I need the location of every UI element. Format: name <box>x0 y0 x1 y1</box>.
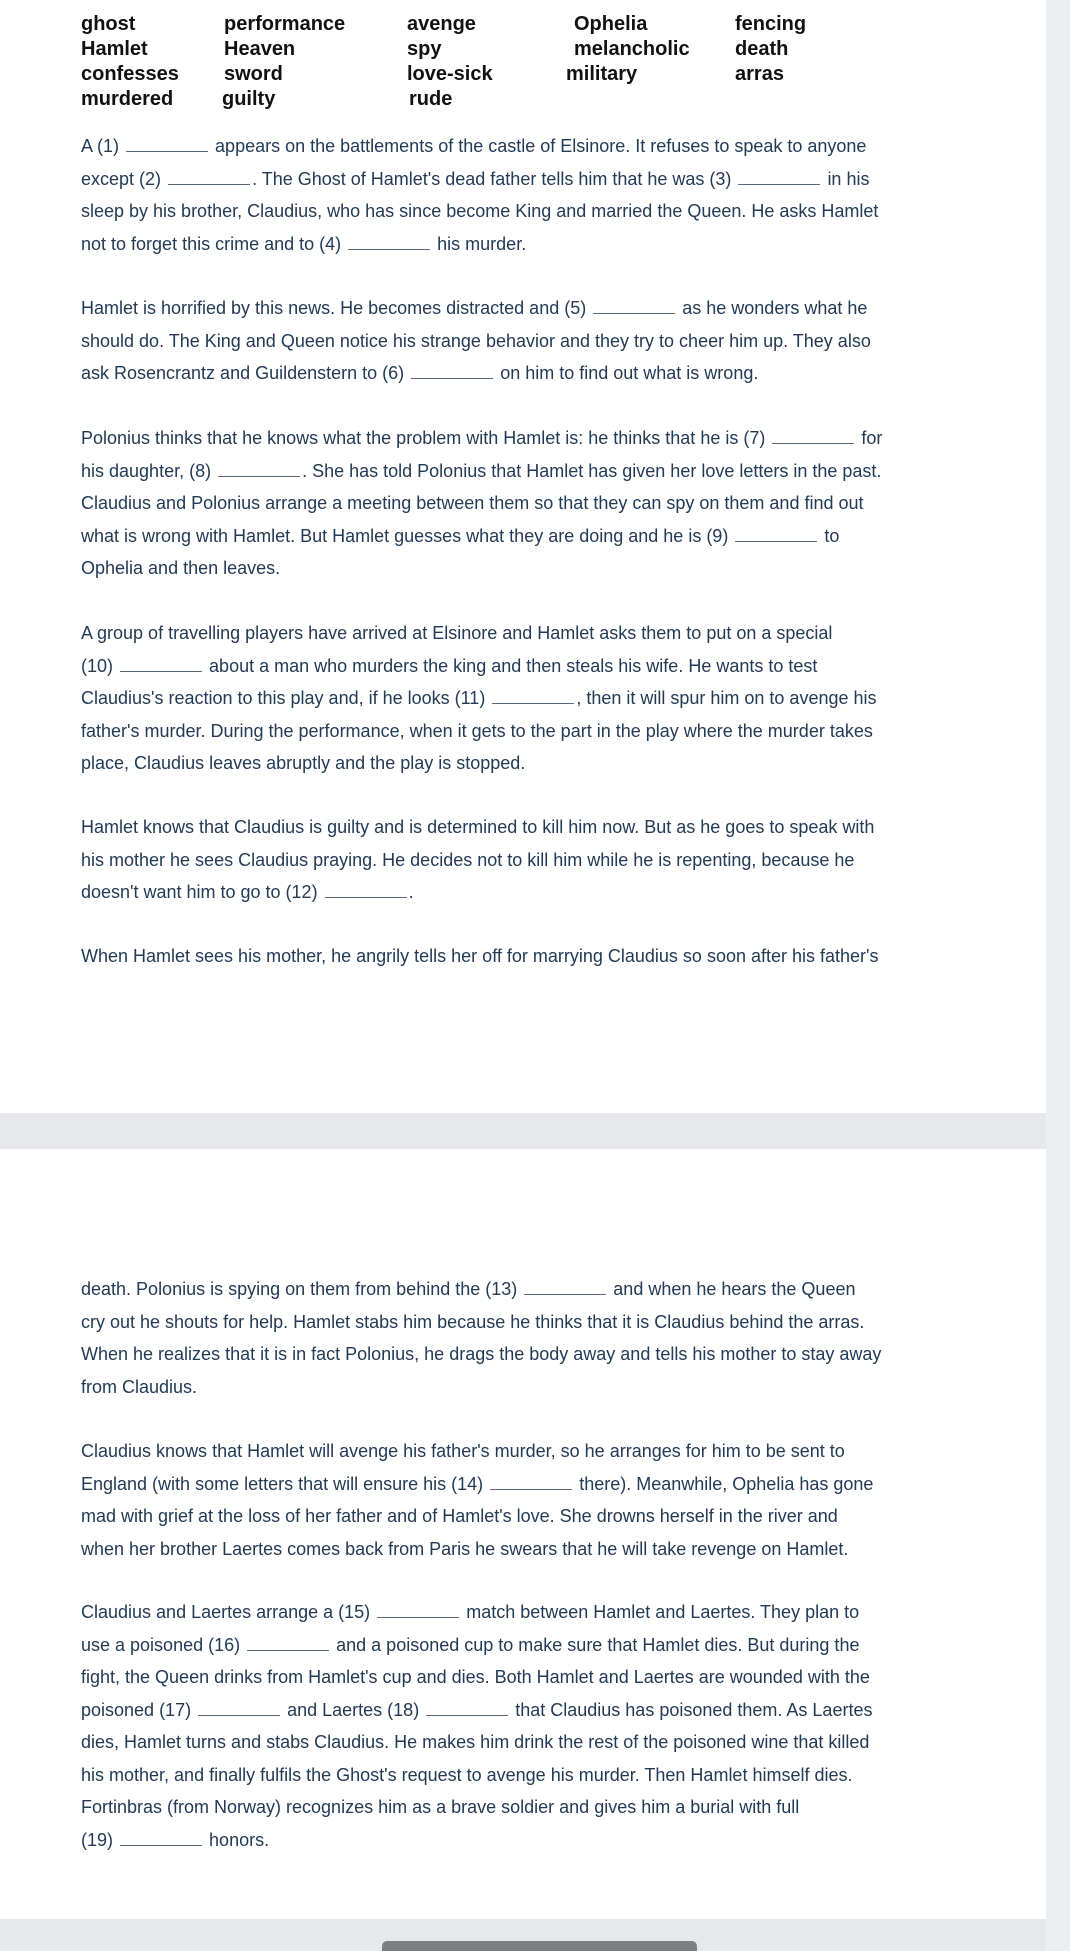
text: not to forget this crime and to (4) <box>81 233 342 254</box>
word-bank-word: performance <box>224 13 346 35</box>
text: place, Claudius leaves abruptly and the play is stopped. <box>81 753 526 773</box>
text: what is wrong with Hamlet. But Hamlet guesses what they are doing and he is (9) <box>81 525 729 546</box>
answer-blank-11[interactable] <box>492 685 574 704</box>
word-bank-word: guilty <box>222 88 276 110</box>
word-bank-word: love-sick <box>407 63 493 85</box>
text: Claudius's reaction to this play and, if he looks (11) <box>81 688 486 708</box>
text: there). Meanwhile, Ophelia has gone <box>579 1473 874 1494</box>
text: his murder. <box>437 233 527 254</box>
answer-blank-9[interactable] <box>735 523 817 542</box>
word-bank-word: Heaven <box>224 38 296 60</box>
text: A (1) <box>81 136 120 156</box>
passage-paragraph-7 <box>81 1273 921 1403</box>
answer-blank-12[interactable] <box>325 879 407 898</box>
text: his daughter, (8) <box>81 460 212 481</box>
text: and a poisoned cup to make sure that Hamlet dies. But during the <box>336 1634 860 1655</box>
text: should do. The King and Queen notice his strange behavior and they try to cheer him up. They also <box>81 330 871 351</box>
word-bank-word: melancholic <box>574 38 690 60</box>
text: When Hamlet sees his mother, he angrily tells her off for marrying Claudius so soon after his father's <box>81 946 879 966</box>
text: dies, Hamlet turns and stabs Claudius. He makes him drink the rest of the poisoned wine that killed <box>81 1732 870 1752</box>
word-bank-word: avenge <box>407 13 476 35</box>
answer-blank-13[interactable] <box>524 1276 606 1295</box>
word-bank-word: Ophelia <box>574 13 648 35</box>
word-bank-word: murdered <box>81 88 174 110</box>
answer-blank-16[interactable] <box>247 1632 329 1651</box>
answer-blank-8[interactable] <box>218 458 300 477</box>
word-bank-word: military <box>566 63 638 85</box>
text: that Claudius has poisoned them. As Laertes <box>515 1699 873 1720</box>
passage-paragraph-4 <box>81 617 921 780</box>
passage-paragraph-8 <box>81 1435 921 1565</box>
text: when her brother Laertes comes back from Paris he swears that he will take revenge on Hamlet. <box>81 1538 849 1559</box>
text: to <box>824 525 840 546</box>
text: (10) <box>81 655 114 676</box>
word-bank <box>81 12 881 112</box>
answer-blank-1[interactable] <box>126 133 208 152</box>
text: death. Polonius is spying on them from behind the (13) <box>81 1279 518 1299</box>
answer-blank-17[interactable] <box>198 1697 280 1716</box>
text: (19) <box>81 1829 114 1850</box>
text: match between Hamlet and Laertes. They plan to <box>466 1602 860 1622</box>
text: Claudius knows that Hamlet will avenge his father's murder, so he arranges for him to be sent to <box>81 1441 845 1461</box>
word-bank-word: death <box>735 38 789 60</box>
text: doesn't want him to go to (12) <box>81 882 318 902</box>
passage-paragraph-5 <box>81 811 921 909</box>
text: use a poisoned (16) <box>81 1634 241 1655</box>
answer-blank-4[interactable] <box>348 231 430 250</box>
text: father's murder. During the performance, when it gets to the part in the play where the murder takes <box>81 720 873 741</box>
answer-blank-3[interactable] <box>738 166 820 185</box>
text: . She has told Polonius that Hamlet has given her love letters in the past. <box>302 460 882 481</box>
text: his mother he sees Claudius praying. He decides not to kill him while he is repenting, because he <box>81 849 855 870</box>
answer-blank-14[interactable] <box>490 1471 572 1490</box>
text: . <box>408 882 414 902</box>
text: When he realizes that it is in fact Polonius, he drags the body away and tells his mother to stay away <box>81 1344 882 1364</box>
text: Hamlet is horrified by this news. He becomes distracted and (5) <box>81 298 587 318</box>
text: mad with grief at the loss of her father and of Hamlet's love. She drowns herself in the river and <box>81 1506 838 1526</box>
word-bank-word: confesses <box>81 63 179 85</box>
word-bank-word: fencing <box>735 13 807 35</box>
text: and when he hears the Queen <box>613 1279 856 1299</box>
passage-paragraph-2 <box>81 292 921 390</box>
text: , then it will spur him on to avenge his <box>576 688 877 708</box>
text: . The Ghost of Hamlet's dead father tells him that he was (3) <box>252 168 732 189</box>
text: as he wonders what he <box>682 298 868 318</box>
text: Ophelia and then leaves. <box>81 558 281 578</box>
word-bank-word: arras <box>735 63 784 85</box>
text: Fortinbras (from Norway) recognizes him as a brave soldier and gives him a burial with full <box>81 1797 800 1817</box>
word-bank-word: Hamlet <box>81 38 148 60</box>
text: from Claudius. <box>81 1376 198 1397</box>
text: honors. <box>209 1829 270 1850</box>
text: and Laertes (18) <box>287 1699 420 1720</box>
scrollbar-track[interactable] <box>1046 0 1070 1951</box>
answer-blank-19[interactable] <box>120 1827 202 1846</box>
text: Claudius and Polonius arrange a meeting between them so that they can spy on them and find out <box>81 493 864 513</box>
word-bank-word: sword <box>224 63 283 85</box>
text: fight, the Queen drinks from Hamlet's cup and dies. Both Hamlet and Laertes are wounded with the <box>81 1667 870 1687</box>
text: except (2) <box>81 168 162 189</box>
text: for <box>861 428 883 448</box>
passage-paragraph-3 <box>81 422 921 585</box>
word-bank-word: spy <box>407 38 442 60</box>
answer-blank-2[interactable] <box>168 166 250 185</box>
text: about a man who murders the king and then steals his wife. He wants to test <box>209 655 818 676</box>
text: Claudius and Laertes arrange a (15) <box>81 1602 371 1622</box>
text: Hamlet knows that Claudius is guilty and is determined to kill him now. But as he goes to speak with <box>81 817 875 837</box>
text: Polonius thinks that he knows what the problem with Hamlet is: he thinks that he is (7) <box>81 428 766 448</box>
text: sleep by his brother, Claudius, who has since become King and married the Queen. He asks Hamlet <box>81 201 879 221</box>
text: A group of travelling players have arrived at Elsinore and Hamlet asks them to put on a special <box>81 623 833 643</box>
word-bank-word: rude <box>409 88 453 110</box>
text: on him to find out what is wrong. <box>500 363 759 383</box>
text: in his <box>827 168 870 189</box>
text: England (with some letters that will ensure his (14) <box>81 1473 484 1494</box>
passage-paragraph-9 <box>81 1596 921 1856</box>
passage-paragraph-1 <box>81 130 921 260</box>
answer-blank-5[interactable] <box>593 295 675 314</box>
answer-blank-6[interactable] <box>411 360 493 379</box>
text: poisoned (17) <box>81 1699 192 1720</box>
worksheet-page-2 <box>0 1149 1046 1919</box>
home-indicator-bar[interactable] <box>382 1941 697 1951</box>
word-bank-word: ghost <box>81 13 136 35</box>
passage-paragraph-6 <box>81 940 921 973</box>
text: appears on the battlements of the castle of Elsinore. It refuses to speak to anyone <box>215 136 867 156</box>
text: cry out he shouts for help. Hamlet stabs him because he thinks that it is Claudius behind the arras. <box>81 1311 865 1332</box>
text: his mother, and finally fulfils the Ghost's request to avenge his murder. Then Hamlet himself dies. <box>81 1764 853 1785</box>
answer-blank-15[interactable] <box>377 1599 459 1618</box>
answer-blank-18[interactable] <box>426 1697 508 1716</box>
answer-blank-7[interactable] <box>772 425 854 444</box>
text: ask Rosencrantz and Guildenstern to (6) <box>81 363 405 383</box>
answer-blank-10[interactable] <box>120 653 202 672</box>
